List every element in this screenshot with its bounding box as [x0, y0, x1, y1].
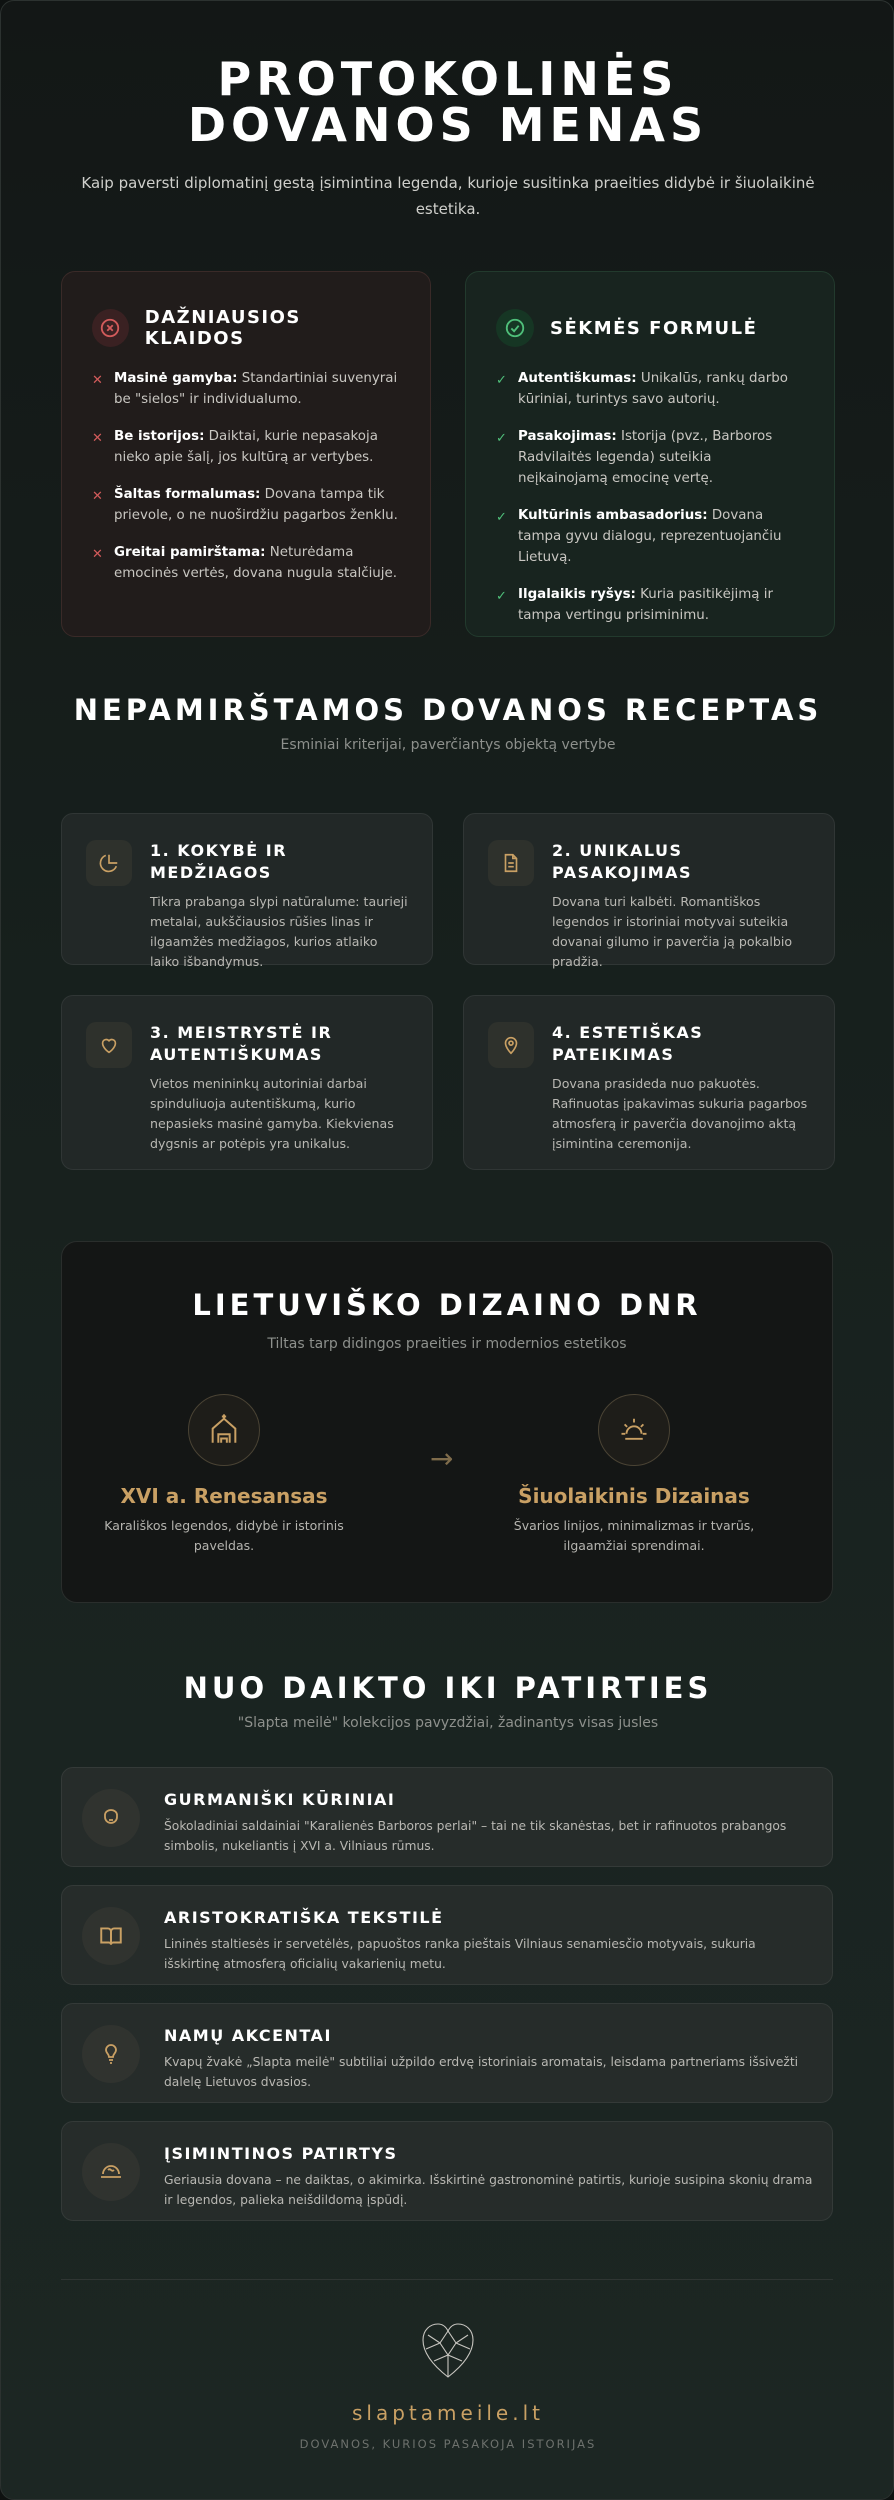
x-mark-icon: ✕	[92, 489, 103, 504]
mistakes-title: DAŽNIAUSIOS KLAIDOS	[144, 307, 301, 349]
castle-icon	[188, 1394, 260, 1466]
dna-subtitle: Tiltas tarp didingos praeities ir modernios estetikos	[267, 1336, 627, 1352]
cookie-icon	[82, 1789, 140, 1847]
recipe-card-text: Vietos menininkų autoriniai darbai spinduliuoja autentiškumą, kurio nepasieks masinė gamyba. Kiekvienas dygsnis ar potėpis yra unikalus.	[150, 1076, 394, 1151]
list-item: ✕ Greitai pamirštama: Neturėdama emocinės vertės, dovana nugula stalčiuje.	[92, 542, 400, 584]
recipe-card-quality	[61, 813, 433, 969]
brand-tagline: DOVANOS, KURIOS PASAKOJA ISTORIJAS	[299, 2437, 597, 2451]
list-item: ✓ Kultūrinis ambasadorius: Dovana tampa gyvu dialogu, reprezentuojančiu Lietuvą.	[496, 505, 804, 568]
footer	[1, 2321, 894, 2451]
era-past-title: XVI a. Renesansas	[120, 1484, 328, 1508]
hero	[1, 52, 894, 222]
arrow-right-icon: →	[430, 1442, 454, 1475]
x-mark-icon: ✕	[92, 373, 103, 388]
design-dna-section	[61, 1241, 833, 1603]
candle-icon	[82, 2025, 140, 2083]
dna-title: LIETUVIŠKO DIZAINO DNR	[192, 1288, 702, 1322]
recipe-card-title: 1. KOKYBĖ IR MEDŽIAGOS	[150, 841, 288, 882]
recipe-title: NEPAMIRŠTAMOS DOVANOS RECEPTAS	[73, 693, 823, 727]
era-past-text: Karališkos legendos, didybė ir istorinis paveldas.	[104, 1518, 344, 1553]
list-item: ✓ Pasakojimas: Istorija (pvz., Barboros Radvilaitės legenda) suteikia neįkainojamą emocinę vertę.	[496, 426, 804, 489]
recipe-card-craft	[61, 995, 433, 1170]
book-icon	[82, 1907, 140, 1965]
list-item: ✕ Be istorijos: Daiktai, kurie nepasakoja nieko apie šalį, jos kultūrą ar vertybes.	[92, 426, 400, 468]
experience-item-text: Geriausia dovana – ne daiktas, o akimirka. Išskirtinė gastronominė patirtis, kurioje susipina skonių drama ir legendos, palieka neišdildomą įspūdį.	[164, 2173, 813, 2207]
recipe-card-text: Dovana turi kalbėti. Romantiškos legendos ir istoriniai motyvai suteikia dovanai gilumo ir paverčia ją pokalbio pradžia.	[552, 894, 793, 969]
heart-logo-icon	[420, 2321, 476, 2381]
list-item: ✕ Šaltas formalumas: Dovana tampa tik prievole, o ne nuoširdžiu pagarbos ženklu.	[92, 484, 400, 526]
experience-item-gourmet	[61, 1767, 833, 1867]
page-subtitle: Kaip paversti diplomatinį gestą įsimintina legenda, kurioje susitinka praeities didybė ir šiuolaikinė estetika.	[81, 174, 815, 218]
x-circle-icon	[92, 309, 129, 347]
era-present-text: Švarios linijos, minimalizmas ir tvarūs, ilgaamžiai sprendimai.	[513, 1518, 755, 1553]
list-item: ✓ Autentiškumas: Unikalūs, rankų darbo kūriniai, turintys savo autorių.	[496, 368, 804, 410]
era-past	[94, 1394, 354, 1556]
page-title: PROTOKOLINĖS DOVANOS MENAS	[187, 52, 709, 152]
check-mark-icon: ✓	[496, 510, 507, 525]
recipe-header	[1, 693, 894, 753]
location-pin-icon	[488, 1022, 534, 1068]
recipe-card-presentation	[463, 995, 835, 1170]
check-mark-icon: ✓	[496, 373, 507, 388]
document-icon	[488, 840, 534, 886]
experience-title: NUO DAIKTO IKI PATIRTIES	[183, 1671, 713, 1705]
formula-title: SĖKMĖS FORMULĖ	[550, 317, 758, 339]
experience-item-experiences	[61, 2121, 833, 2221]
experience-item-text: Lininės staltiesės ir servetėlės, papuoštos ranka pieštais Vilniaus senamiesčio motyvais, sukuria išskirtinę atmosferą oficialių vakarienių metu.	[164, 1937, 756, 1971]
check-circle-icon	[496, 309, 534, 347]
list-item: ✕ Masinė gamyba: Standartiniai suvenyrai be "sielos" ir individualumo.	[92, 368, 400, 410]
recipe-card-title: 4. ESTETIŠKAS PATEIKIMAS	[552, 1023, 704, 1064]
recipe-card-title: 3. MEISTRYSTĖ IR AUTENTIŠKUMAS	[150, 1023, 333, 1064]
recipe-card-text: Dovana prasideda nuo pakuotės. Rafinuotas įpakavimas sukuria pagarbos atmosferą ir paverčia dovanojimo aktą įsimintina ceremonija.	[552, 1076, 808, 1151]
era-present-title: Šiuolaikinis Dizainas	[518, 1484, 750, 1508]
recipe-card-story	[463, 813, 835, 969]
recipe-card-text: Tikra prabanga slypi natūralume: taurieji metalai, aukščiausios rūšies linas ir ilgaamžės medžiagos, kurios atlaiko laiko išbandymus.	[150, 894, 408, 969]
check-mark-icon: ✓	[496, 589, 507, 604]
recipe-subtitle: Esminiai kriterijai, paverčiantys objektą vertybe	[280, 737, 616, 753]
x-mark-icon: ✕	[92, 431, 103, 446]
experience-item-text: Šokoladiniai saldainiai "Karalienės Barboros perlai" – tai ne tik skanėstas, bet ir rafinuotos prabangos simbolis, nukeliantis į XVI a. Vilniaus rūmus.	[164, 1819, 787, 1853]
experience-item-title: NAMŲ AKCENTAI	[164, 2026, 332, 2045]
experience-item-title: ĮSIMINTINOS PATIRTYS	[164, 2144, 398, 2163]
pie-chart-icon	[86, 840, 132, 886]
footer-divider	[61, 2279, 833, 2280]
experience-item-title: GURMANIŠKI KŪRINIAI	[164, 1790, 396, 1809]
x-mark-icon: ✕	[92, 547, 103, 562]
recipe-card-title: 2. UNIKALUS PASAKOJIMAS	[552, 841, 693, 882]
dish-icon	[82, 2143, 140, 2201]
experience-header	[1, 1671, 894, 1731]
experience-item-title: ARISTOKRATIŠKA TEKSTILĖ	[164, 1908, 444, 1927]
mistakes-card	[61, 271, 431, 637]
formula-card	[465, 271, 835, 637]
experience-item-textile	[61, 1885, 833, 1985]
brand-name: slaptameile.lt	[352, 2401, 544, 2425]
heart-icon	[86, 1022, 132, 1068]
list-item: ✓ Ilgalaikis ryšys: Kuria pasitikėjimą ir tampa vertingu prisiminimu.	[496, 584, 804, 626]
check-mark-icon: ✓	[496, 431, 507, 446]
era-present	[504, 1394, 764, 1556]
experience-subtitle: "Slapta meilė" kolekcijos pavyzdžiai, žadinantys visas jusles	[237, 1715, 659, 1731]
experience-item-text: Kvapų žvakė „Slapta meilė" subtiliai užpildo erdvę istoriniais aromatais, leisdama partneriams išsivežti dalelę Lietuvos dvasios.	[164, 2055, 799, 2089]
sun-icon	[598, 1394, 670, 1466]
experience-item-home	[61, 2003, 833, 2103]
